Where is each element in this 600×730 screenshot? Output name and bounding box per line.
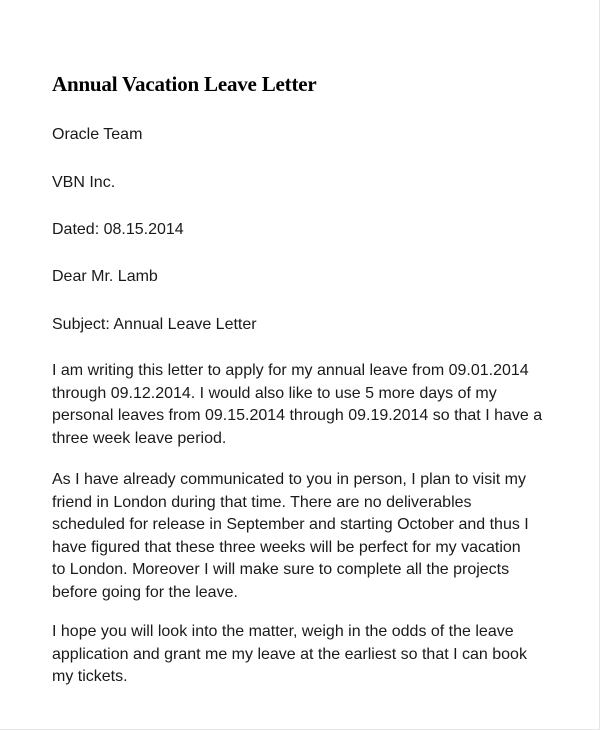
- paragraph-line: I am writing this letter to apply for my annual leave from 09.01.2014: [52, 362, 529, 379]
- paragraph-line: three week leave period.: [52, 429, 227, 447]
- body-paragraph-3: [52, 621, 582, 689]
- letter-title: Annual Vacation Leave Letter: [52, 72, 317, 96]
- paragraph-line: through 09.12.2014. I would also like to use 5 more days of my: [52, 384, 497, 402]
- body-paragraph-2: [52, 469, 582, 604]
- paragraph-line: scheduled for release in September and starting October and thus I: [52, 516, 529, 533]
- subject-line: Subject: Annual Leave Letter: [52, 316, 257, 333]
- body-paragraph-1: [52, 360, 582, 450]
- paragraph-line: friend in London during that time. There are no deliverables: [52, 493, 472, 511]
- paragraph-line: have figured that these three weeks will be perfect for my vacation: [52, 538, 521, 556]
- paragraph-line: before going for the leave.: [52, 583, 238, 601]
- paragraph-line: application and grant me my leave at the earliest so that I can book: [52, 645, 527, 663]
- salutation: Dear Mr. Lamb: [52, 268, 158, 285]
- letter-date: Dated: 08.15.2014: [52, 221, 184, 238]
- paragraph-line: personal leaves from 09.15.2014 through 09.19.2014 so that I have a: [52, 407, 543, 424]
- paragraph-line: to London. Moreover I will make sure to complete all the projects: [52, 561, 510, 578]
- paragraph-line: I hope you will look into the matter, weigh in the odds of the leave: [52, 623, 514, 640]
- paragraph-line: As I have already communicated to you in person, I plan to visit my: [52, 471, 527, 488]
- paragraph-line: my tickets.: [52, 668, 128, 685]
- recipient-team: Oracle Team: [52, 126, 143, 143]
- company-name: VBN Inc.: [52, 174, 116, 191]
